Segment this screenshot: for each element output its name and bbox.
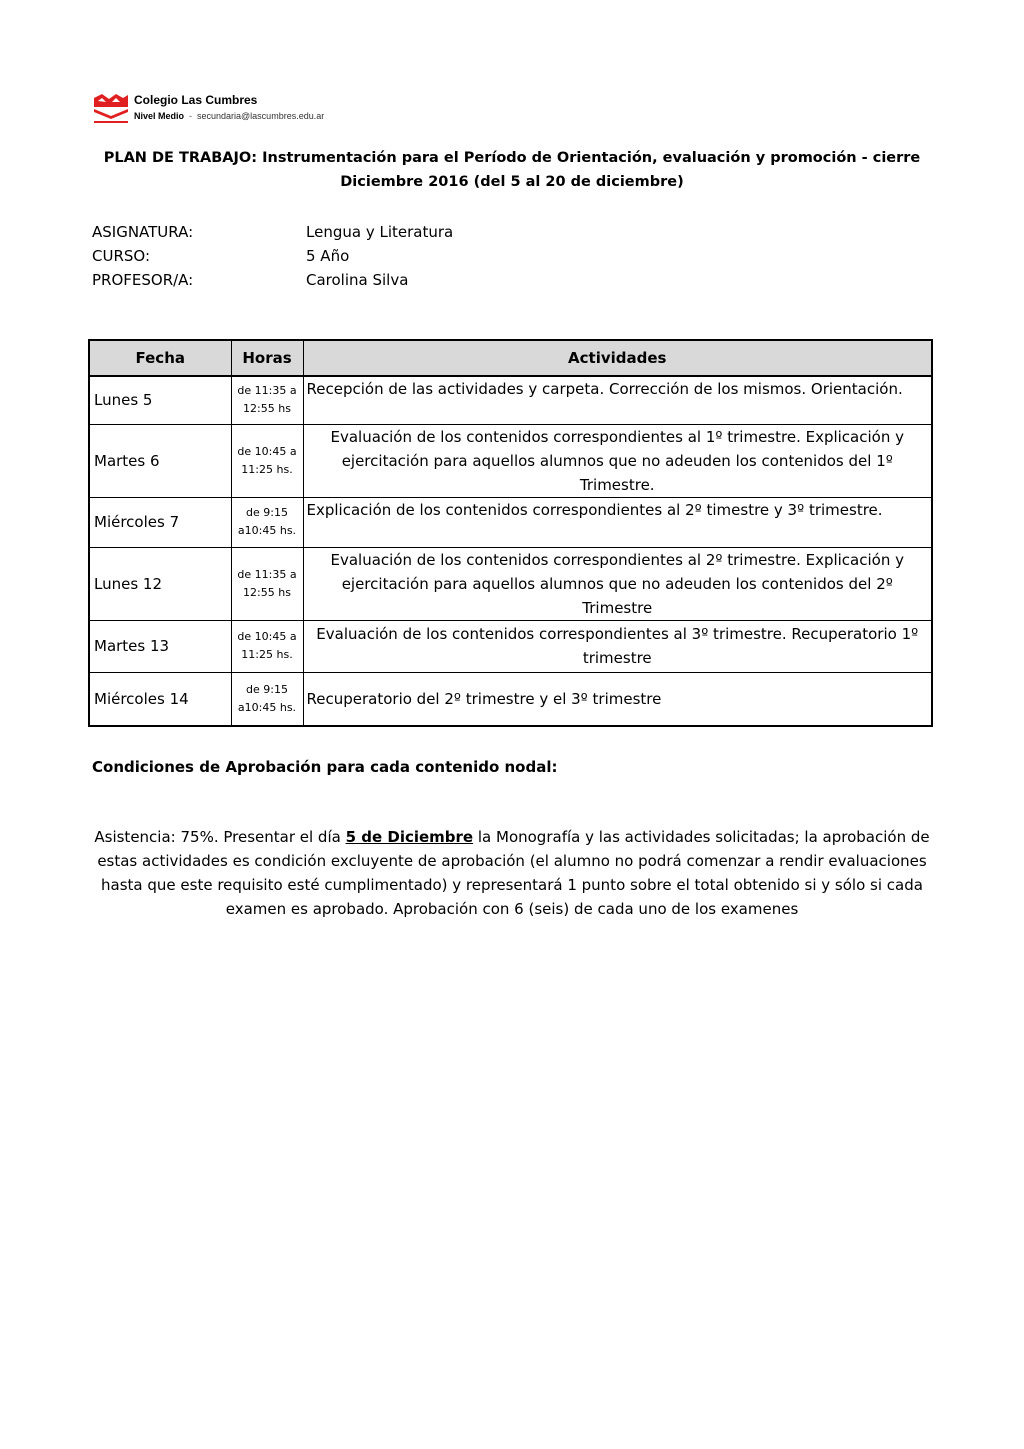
row-fecha: Miércoles 14 [89,672,231,726]
profesor-label: PROFESOR/A: [92,271,194,289]
table-row [89,620,932,672]
row-actividad: Explicación de los contenidos correspondientes al 2º timestre y 3º trimestre. [303,497,932,547]
row-actividad: Evaluación de los contenidos correspondientes al 3º trimestre. Recuperatorio 1º trimestre [303,620,932,672]
school-name: Colegio Las Cumbres [134,93,258,107]
row-horas [231,672,303,726]
horas-line-1: de 10:45 a [237,630,297,643]
row-fecha: Lunes 12 [89,547,231,620]
schedule-table [88,339,933,727]
row-horas [231,547,303,620]
school-header [92,92,392,126]
row-actividad: Recuperatorio del 2º trimestre y el 3º trimestre [303,672,932,726]
asignatura-label: ASIGNATURA: [92,223,194,241]
conditions-text-rest: la Monografía y las actividades solicitadas; la aprobación de estas actividades es condición excluyente de aprobación (el alumno no podrá comenzar a rendir evaluaciones hasta que este requisito esté cumplimentado) y representará 1 punto sobre el total obtenido si y sólo si cada examen es aprobado. Aprobación con 6 (seis) de cada uno de los examenes [97,828,930,918]
horas-line-1: de 9:15 [246,506,288,519]
row-actividad: Recepción de las actividades y carpeta. Corrección de los mismos. Orientación. [303,376,932,424]
conditions-date-emphasis: 5 de Diciembre [345,828,474,846]
row-fecha: Martes 13 [89,620,231,672]
table-row [89,497,932,547]
row-fecha: Miércoles 7 [89,497,231,547]
table-header-row [89,340,932,376]
row-fecha: Martes 6 [89,424,231,497]
row-fecha: Lunes 5 [89,376,231,424]
horas-line-1: de 9:15 [246,682,288,696]
conditions-text-start: Asistencia: 75%. Presentar el día [94,828,346,846]
horas-line-2: 11:25 hs. [241,648,293,661]
horas-line-1: de 11:35 a [237,567,297,581]
conditions-text [92,825,932,921]
header-fecha: Fecha [89,340,231,376]
horas-line-2: 12:55 hs [243,585,291,599]
header-horas: Horas [231,340,303,376]
school-subtitle [134,111,324,121]
horas-line-2: a10:45 hs. [237,700,297,714]
document-title [92,146,932,194]
row-actividad: Evaluación de los contenidos correspondientes al 1º trimestre. Explicación y ejercitación para aquellos alumnos que no adeuden los contenidos del 1º Trimestre. [303,424,932,497]
table-row [89,547,932,620]
horas-line-2: a10:45 hs. [237,524,297,537]
row-actividad: Evaluación de los contenidos correspondientes al 2º trimestre. Explicación y ejercitación para aquellos alumnos que no adeuden los contenidos del 2º Trimestre [303,547,932,620]
curso-label: CURSO: [92,247,150,265]
horas-line-2: 12:55 hs [243,402,291,416]
row-horas [231,424,303,497]
row-horas [231,497,303,547]
table-row [89,424,932,497]
title-line-1: PLAN DE TRABAJO: Instrumentación para el Período de Orientación, evaluación y promoción - cierre [103,150,921,166]
horas-line-1: de 10:45 a [237,444,297,458]
horas-line-1: de 11:35 a [237,384,297,398]
table-row [89,376,932,424]
row-horas [231,376,303,424]
profesor-value: Carolina Silva [306,271,409,289]
conditions-title: Condiciones de Aprobación para cada contenido nodal: [92,758,558,776]
table-row [89,672,932,726]
header-actividades: Actividades [303,340,932,376]
curso-value: 5 Año [306,247,350,265]
title-line-2: Diciembre 2016 (del 5 al 20 de diciembre) [340,174,684,190]
horas-line-2: 11:25 hs. [241,462,293,476]
school-level: Nivel Medio [134,111,185,121]
school-logo-icon [92,92,130,124]
school-email: secundaria@lascumbres.edu.ar [197,111,325,121]
asignatura-value: Lengua y Literatura [306,223,454,241]
row-horas [231,620,303,672]
subtitle-separator: - [189,111,193,121]
